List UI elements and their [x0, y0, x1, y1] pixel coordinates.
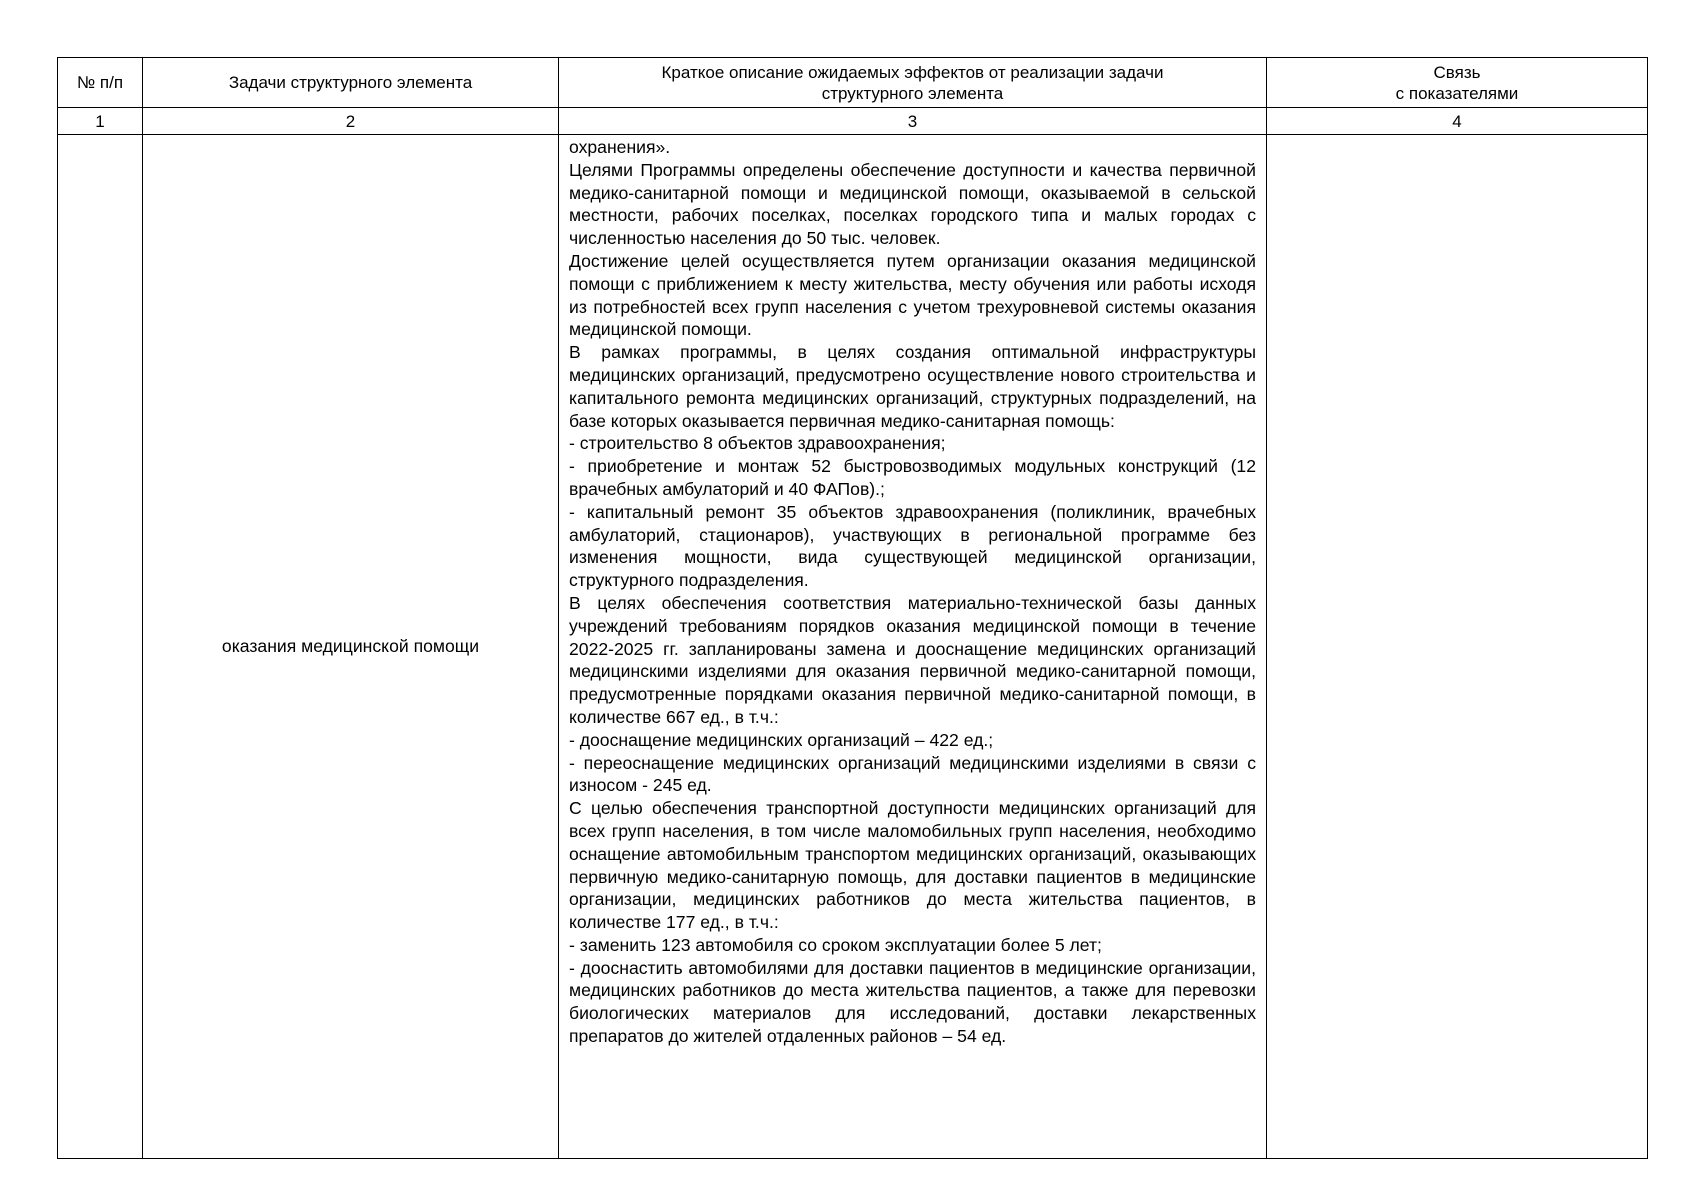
- table-row: [58, 135, 1648, 1159]
- header-tasks: Задачи структурного элемента: [143, 58, 559, 108]
- description-list-item: - строительство 8 объектов здравоохранения;: [569, 433, 946, 454]
- row-number-cell: [58, 135, 143, 1159]
- description-paragraph: Достижение целей осуществляется путем организации оказания медицинской помощи с приближением к месту жительства, месту обучения или работы исходя из потребностей всех групп населения с учетом трехуровневой системы оказания медицинской помощи.: [569, 250, 1256, 340]
- description-list-item: - приобретение и монтаж 52 быстровозводимых модульных конструкций (12 врачебных амбулаторий и 40 ФАПов).;: [569, 456, 1256, 499]
- description-cell: [559, 135, 1267, 1159]
- description-paragraph: Целями Программы определены обеспечение доступности и качества первичной медико-санитарной помощи и медицинской помощи, оказываемой в сельской местности, рабочих поселках, поселках городского типа и малых городах с численностью населения до 50 тыс. человек.: [569, 159, 1256, 249]
- indicators-cell: [1267, 135, 1648, 1159]
- column-number: 3: [559, 108, 1267, 135]
- header-description: Краткое описание ожидаемых эффектов от реализации задачи структурного элемента: [559, 58, 1267, 108]
- column-number-row: [58, 108, 1648, 135]
- header-row: [58, 58, 1648, 108]
- header-number: № п/п: [58, 58, 143, 108]
- description-list-item: - переоснащение медицинских организаций медицинскими изделиями в связи с износом - 245 ед.: [569, 752, 1256, 796]
- column-number: 2: [143, 108, 559, 135]
- description-list-item: - капитальный ремонт 35 объектов здравоохранения (поликлиник, врачебных амбулаторий, стационаров), участвующих в региональной программе без изменения мощности, вида существующей медицинской организации, структурного подразделения.: [569, 501, 1256, 591]
- description-paragraph: В целях обеспечения соответствия материально-технической базы данных учреждений требованиям порядков оказания медицинской помощи в течение 2022-2025 гг. запланированы замена и дооснащение медицинских организаций медицинскими изделиями для оказания первичной медико-санитарной помощи, предусмотренные порядками оказания первичной медико-санитарной помощи, в количестве 667 ед., в т.ч.:: [569, 592, 1256, 727]
- goals-table: [57, 57, 1648, 1159]
- description-paragraph: охранения».: [569, 137, 671, 157]
- description-list-item: - дооснастить автомобилями для доставки пациентов в медицинские организации, медицинских работников до места жительства пациентов, а также для перевозки биологических материалов для исследований, доставки лекарственных препаратов до жителей отдаленных районов – 54 ед.: [569, 957, 1256, 1047]
- column-number: 1: [58, 108, 143, 135]
- description-list-item: - дооснащение медицинских организаций – 422 ед.;: [569, 729, 994, 750]
- description-paragraph: В рамках программы, в целях создания оптимальной инфраструктуры медицинских организаций, предусмотрено осуществление нового строительства и капитального ремонта медицинских организаций, структурных подразделений, на базе которых оказывается первичная медико-санитарная помощь:: [569, 342, 1256, 431]
- description-list-item: - заменить 123 автомобиля со сроком эксплуатации более 5 лет;: [569, 934, 1102, 955]
- header-indicators: Связь с показателями: [1267, 58, 1648, 108]
- description-paragraph: С целью обеспечения транспортной доступности медицинских организаций для всех групп населения, в том числе маломобильных групп населения, необходимо оснащение автомобильным транспортом медицинских организаций, оказывающих первичную медико-санитарную помощь, для доставки пациентов в медицинские организации, медицинских работников до места жительства пациентов, в количестве 177 ед., в т.ч.:: [569, 798, 1256, 933]
- task-cell: оказания медицинской помощи: [143, 135, 559, 1159]
- column-number: 4: [1267, 108, 1648, 135]
- description-text: [559, 135, 1266, 1048]
